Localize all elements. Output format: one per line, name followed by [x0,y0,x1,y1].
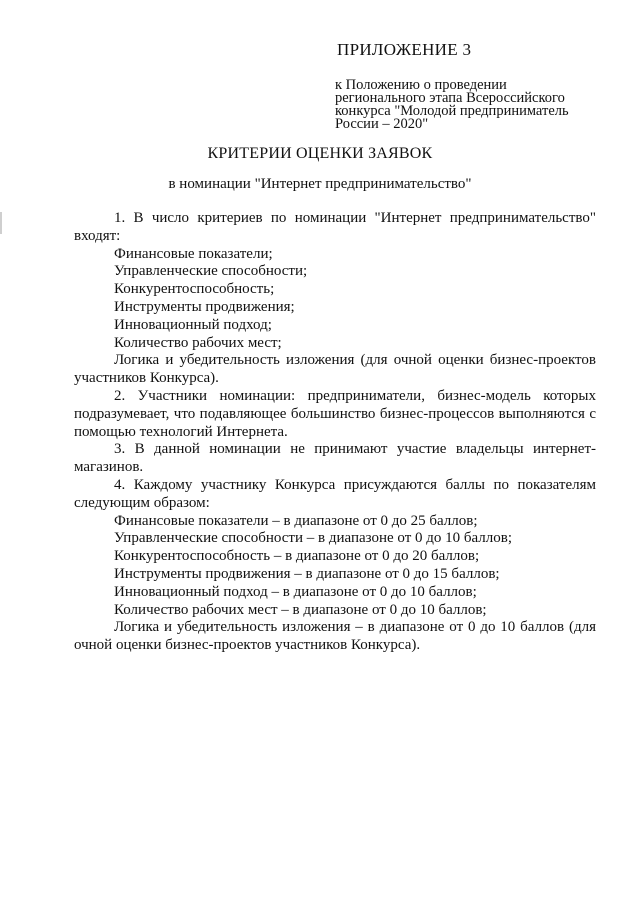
score-item: Количество рабочих мест – в диапазоне от 0 до 10 баллов; [114,601,487,618]
criterion-item: Финансовые показатели; [114,245,273,262]
score-item: Инновационный подход – в диапазоне от 0 до 10 баллов; [114,583,477,600]
appendix-reference-line: регионального этапа Всероссийского [335,90,565,106]
scan-edge-mark [0,212,2,234]
criterion-item: Инструменты продвижения; [114,298,295,315]
score-item: Конкурентоспособность – в диапазоне от 0 до 20 баллов; [114,548,480,565]
criterion-item-last: Логика и убедительность изложения (для очной оценки бизнес-проектов участников Конкурса). [74,352,596,387]
criterion-item: Количество рабочих мест; [114,334,282,351]
criterion-item: Инновационный подход; [114,316,272,333]
section-2: 2. Участники номинации: предприниматели, бизнес-модель которых подразумевает, что подавляющее большинство бизнес-процессов выполняются с помощью технологий Интернета. [74,387,596,440]
score-item: Управленческие способности – в диапазоне от 0 до 10 баллов; [114,530,513,547]
section-3: 3. В данной номинации не принимают участие владельцы интернет-магазинов. [74,441,596,476]
document-body [74,210,596,655]
document-subtitle: в номинации "Интернет предпринимательство" [168,176,472,192]
section-1-intro: 1. В число критериев по номинации "Интернет предпринимательство" входят: [74,210,596,244]
appendix-reference-line: России – 2020" [335,116,429,132]
document-title: КРИТЕРИИ ОЦЕНКИ ЗАЯВОК [207,145,433,162]
appendix-title: ПРИЛОЖЕНИЕ 3 [337,40,472,59]
criterion-item: Управленческие способности; [114,263,308,280]
score-item: Финансовые показатели – в диапазоне от 0 до 25 баллов; [114,512,478,529]
appendix-reference-line: конкурса "Молодой предприниматель [335,103,569,119]
section-4-intro: 4. Каждому участнику Конкурса присуждаются баллы по показателям следующим образом: [74,476,596,511]
score-item-last: Логика и убедительность изложения – в диапазоне от 0 до 10 баллов (для очной оценки бизнес-проектов участников Конкурса). [74,619,596,654]
score-item: Инструменты продвижения – в диапазоне от 0 до 15 баллов; [114,565,500,582]
appendix-reference-line: к Положению о проведении [335,77,507,93]
criterion-item: Конкурентоспособность; [114,281,275,298]
appendix-reference [335,79,615,131]
